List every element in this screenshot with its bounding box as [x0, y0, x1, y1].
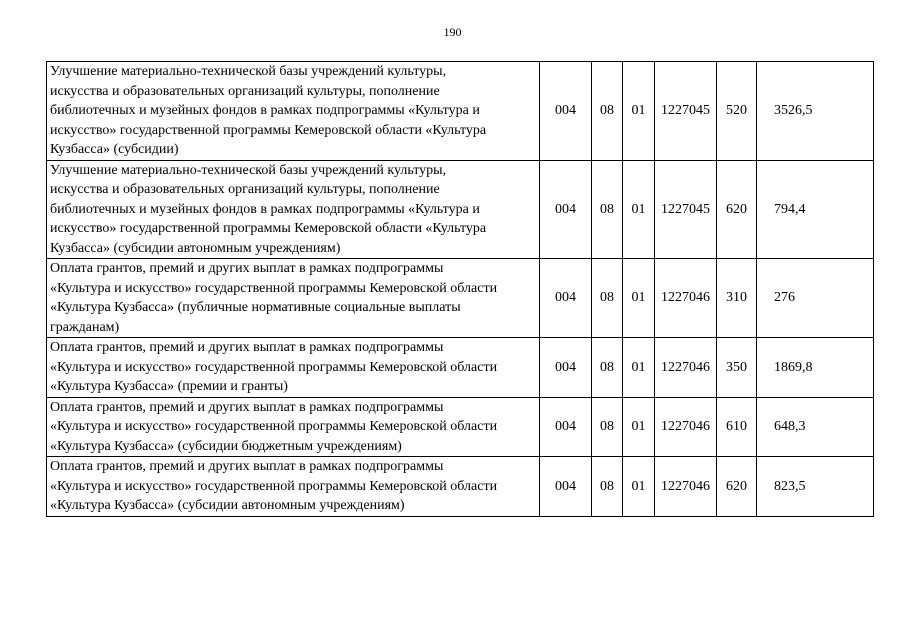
ved-cell: 004 [540, 259, 592, 338]
description-line: искусство» государственной программы Кемеровской области «Культура [50, 122, 487, 138]
description-line: «Культура и искусство» государственной программы Кемеровской области [50, 478, 498, 494]
description-line: искусства и образовательных организаций культуры, пополнение [50, 83, 440, 99]
ved-cell: 004 [540, 457, 592, 517]
expense-type-cell: 620 [717, 160, 757, 259]
description-line: Кузбасса» (субсидии) [50, 142, 179, 157]
description-line: «Культура и искусство» государственной программы Кемеровской области [50, 280, 498, 296]
description-cell [47, 338, 540, 398]
description-line: Оплата грантов, премий и других выплат в рамках подпрограммы [50, 459, 444, 474]
description-cell [47, 397, 540, 457]
description-line: Улучшение материально-технической базы учреждений культуры, [50, 64, 447, 79]
amount-cell: 3526,5 [757, 62, 874, 161]
ved-cell: 004 [540, 397, 592, 457]
target-article-cell: 1227046 [655, 457, 717, 517]
description-line: «Культура и искусство» государственной программы Кемеровской области [50, 419, 498, 434]
description-cell [47, 160, 540, 259]
description-line: библиотечных и музейных фондов в рамках подпрограммы «Культура и [50, 201, 480, 217]
subsection-cell: 01 [623, 457, 655, 517]
description-line: искусство» государственной программы Кемеровской области «Культура [50, 221, 487, 236]
subsection-cell: 01 [623, 338, 655, 398]
description-line: Кузбасса» (субсидии автономным учреждениям) [50, 240, 341, 256]
subsection-cell: 01 [623, 160, 655, 259]
table-row [47, 338, 874, 398]
description-line: «Культура Кузбасса» (премии и гранты) [50, 379, 288, 394]
description-line: искусства и образовательных организаций культуры, пополнение [50, 182, 440, 197]
amount-cell: 1869,8 [757, 338, 874, 398]
description-cell [47, 62, 540, 161]
section-cell: 08 [592, 338, 623, 398]
page-number: 190 [443, 25, 462, 39]
table-row [47, 259, 874, 338]
target-article-cell: 1227045 [655, 62, 717, 161]
table-body [47, 62, 874, 517]
amount-cell: 823,5 [757, 457, 874, 517]
expense-type-cell: 310 [717, 259, 757, 338]
description-cell [47, 457, 540, 517]
ved-cell: 004 [540, 160, 592, 259]
expense-type-cell: 350 [717, 338, 757, 398]
table-row [47, 397, 874, 457]
section-cell: 08 [592, 62, 623, 161]
description-line: «Культура и искусство» государственной программы Кемеровской области [50, 359, 498, 375]
table-row [47, 160, 874, 259]
amount-cell: 276 [757, 259, 874, 338]
expense-type-cell: 520 [717, 62, 757, 161]
target-article-cell: 1227046 [655, 338, 717, 398]
subsection-cell: 01 [623, 62, 655, 161]
description-line: «Культура Кузбасса» (субсидии бюджетным учреждениям) [50, 438, 402, 454]
table-row [47, 62, 874, 161]
section-cell: 08 [592, 259, 623, 338]
description-line: «Культура Кузбасса» (субсидии автономным учреждениям) [50, 498, 405, 513]
description-line: библиотечных и музейных фондов в рамках подпрограммы «Культура и [50, 103, 480, 118]
description-line: Оплата грантов, премий и других выплат в рамках подпрограммы [50, 340, 444, 355]
section-cell: 08 [592, 457, 623, 517]
description-line: Оплата грантов, премий и других выплат в рамках подпрограммы [50, 261, 444, 276]
table-row [47, 457, 874, 517]
description-cell [47, 259, 540, 338]
description-line: гражданам) [50, 319, 120, 335]
subsection-cell: 01 [623, 259, 655, 338]
section-cell: 08 [592, 397, 623, 457]
section-cell: 08 [592, 160, 623, 259]
expense-type-cell: 610 [717, 397, 757, 457]
ved-cell: 004 [540, 62, 592, 161]
description-line: Улучшение материально-технической базы учреждений культуры, [50, 162, 447, 178]
amount-cell: 648,3 [757, 397, 874, 457]
amount-cell: 794,4 [757, 160, 874, 259]
budget-table [46, 61, 874, 517]
target-article-cell: 1227046 [655, 397, 717, 457]
expense-type-cell: 620 [717, 457, 757, 517]
description-line: Оплата грантов, премий и других выплат в рамках подпрограммы [50, 399, 444, 415]
ved-cell: 004 [540, 338, 592, 398]
subsection-cell: 01 [623, 397, 655, 457]
target-article-cell: 1227046 [655, 259, 717, 338]
description-line: «Культура Кузбасса» (публичные нормативные социальные выплаты [50, 300, 461, 315]
target-article-cell: 1227045 [655, 160, 717, 259]
